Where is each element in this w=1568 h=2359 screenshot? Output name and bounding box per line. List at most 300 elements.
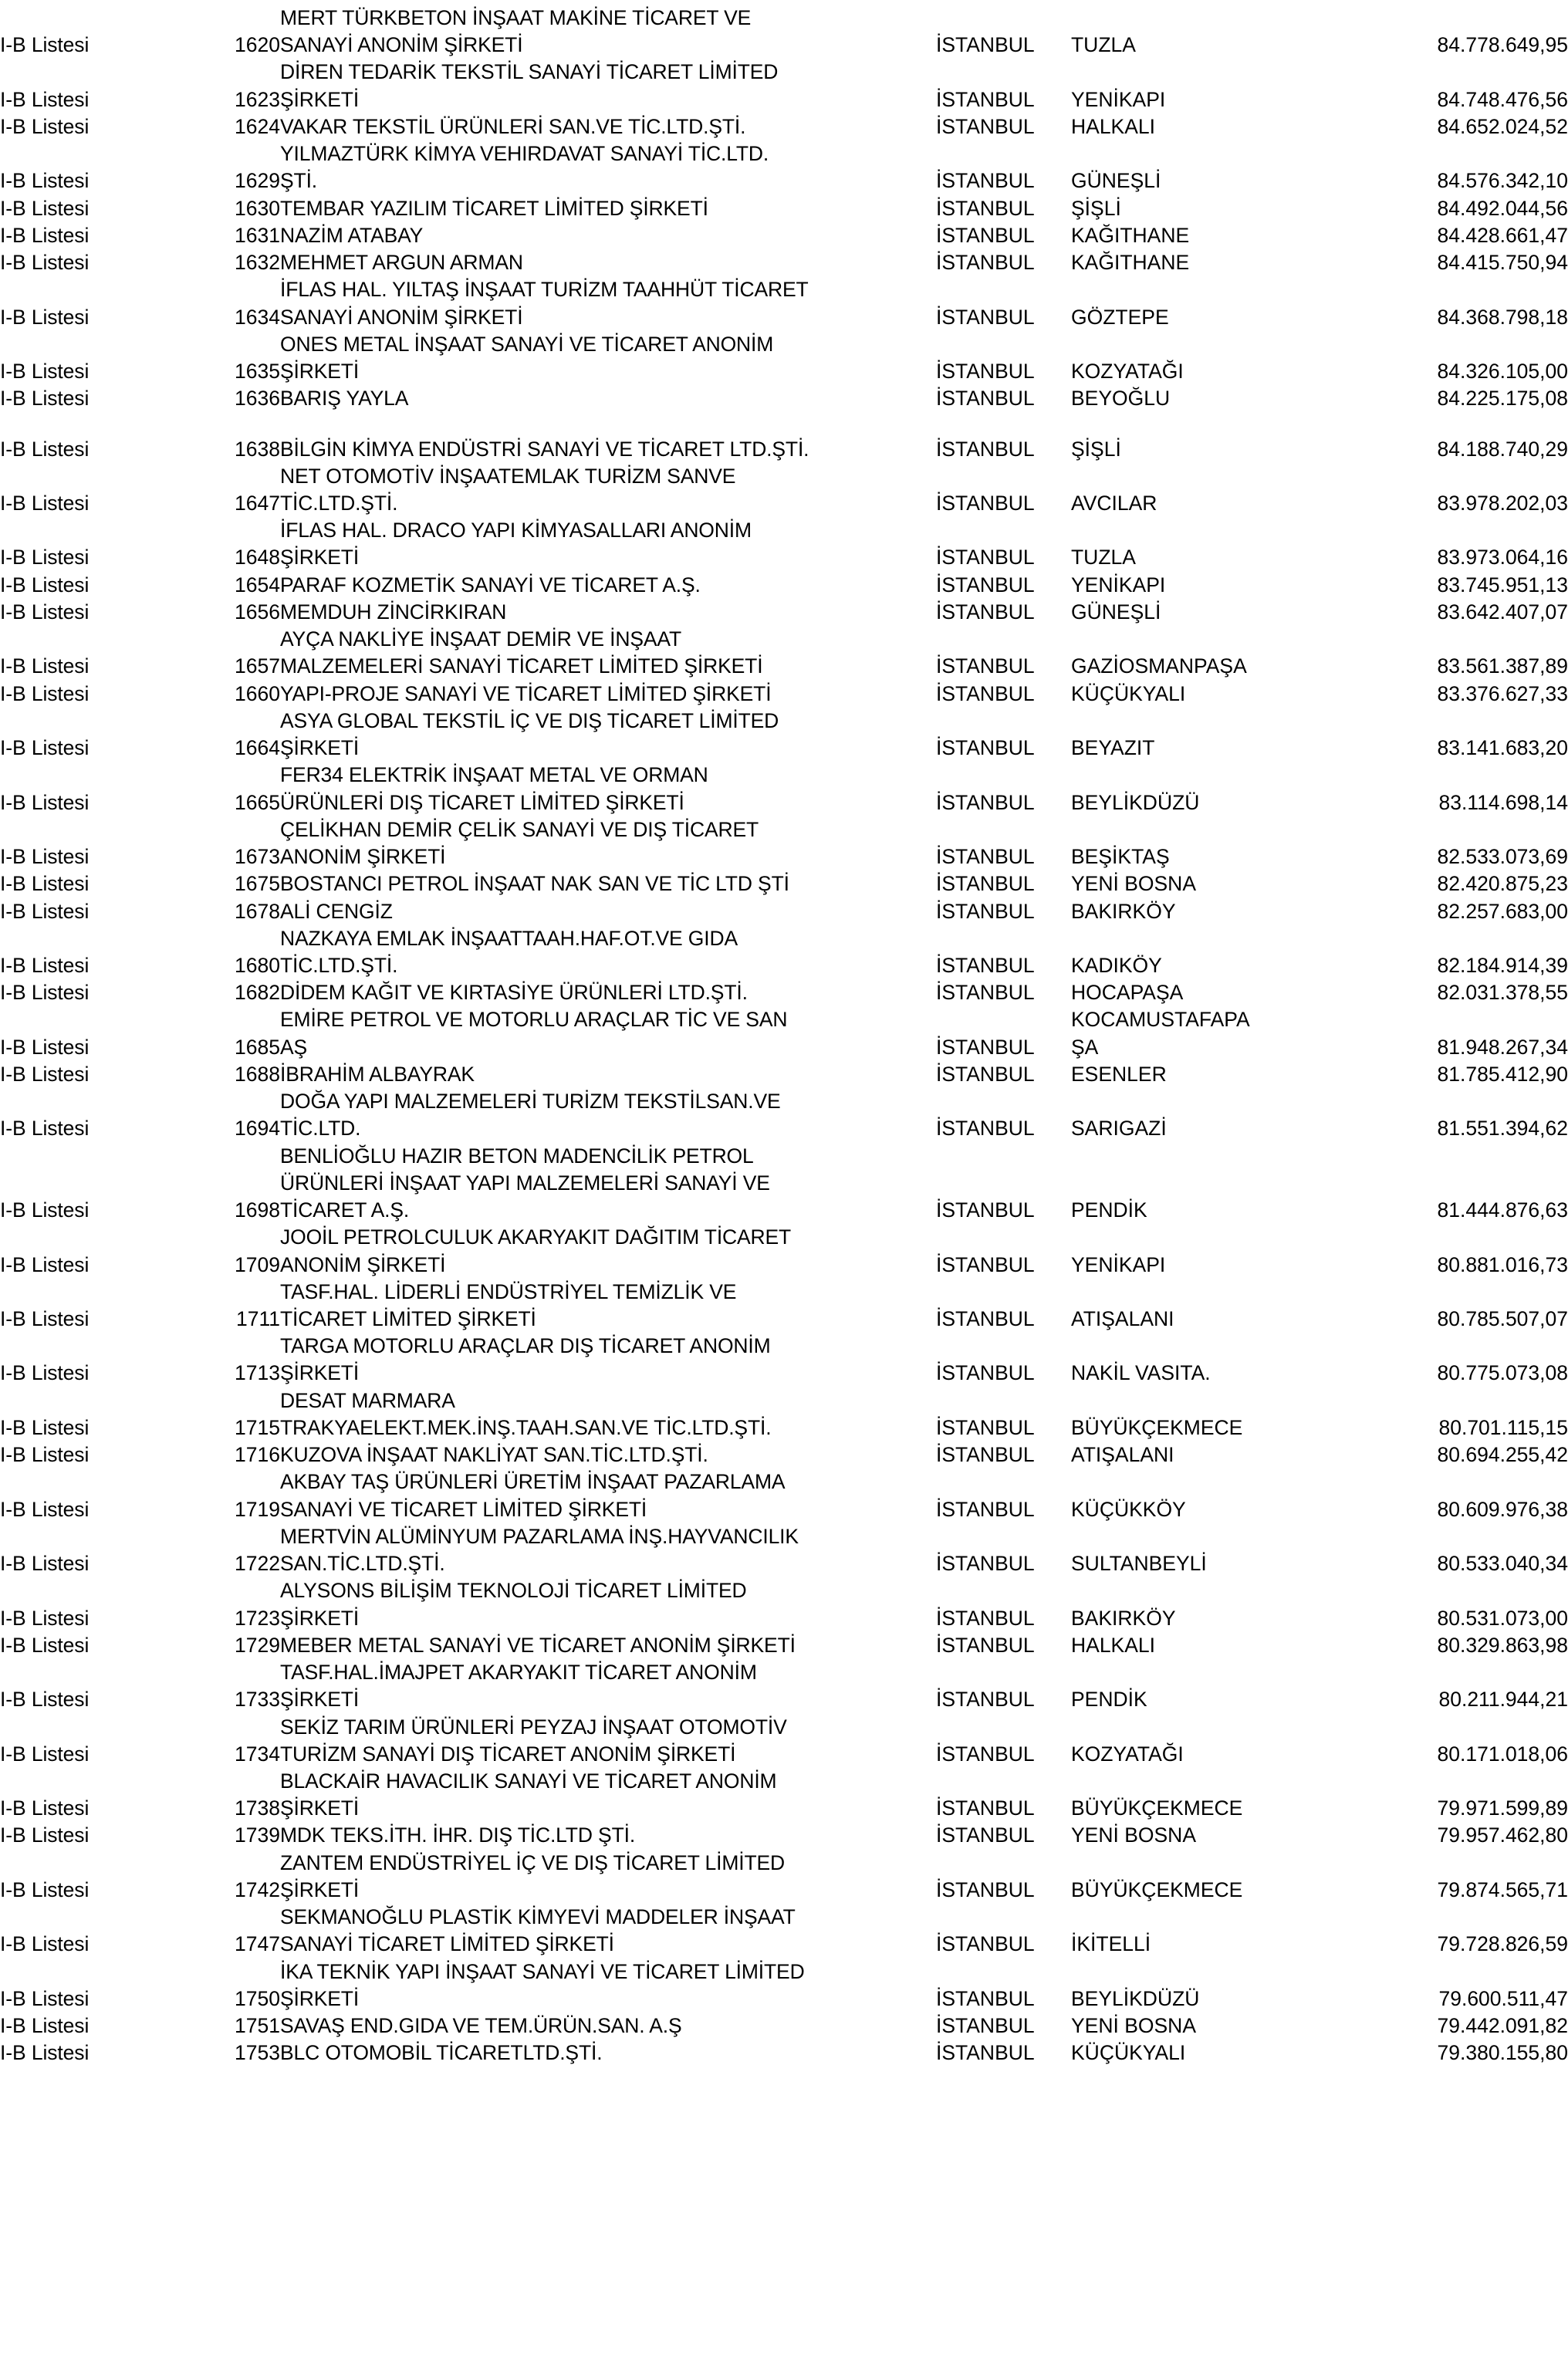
list-label xyxy=(0,1850,162,1877)
table-row xyxy=(0,1170,1568,1197)
table-row xyxy=(0,249,1568,276)
sequence-number: 1747 xyxy=(235,1932,280,1956)
city-name: İSTANBUL xyxy=(936,1796,1035,1820)
list-label: I-B Listesi xyxy=(0,546,90,569)
district-name: KÜÇÜKKÖY xyxy=(1071,1497,1186,1521)
city-name xyxy=(936,1959,1071,1986)
debt-amount: 82.533.073,69 xyxy=(1437,845,1568,869)
column-gap xyxy=(162,59,211,86)
company-name: İKA TEKNİK YAPI İNŞAAT SANAYİ VE TİCARET LİMİTED xyxy=(280,1959,805,1983)
company-name: MERT TÜRKBETON İNŞAAT MAKİNE TİCARET VE xyxy=(280,6,752,29)
district-name: AVCILAR xyxy=(1071,491,1157,515)
city-name: İSTANBUL xyxy=(936,223,1035,247)
list-label xyxy=(0,463,162,490)
debt-amount xyxy=(1318,1768,1568,1795)
district-name: YENİ BOSNA xyxy=(1071,1823,1196,1847)
column-gap xyxy=(162,1714,211,1741)
list-label: I-B Listesi xyxy=(0,899,90,923)
column-gap xyxy=(162,1468,211,1495)
sequence-number: 1654 xyxy=(235,573,280,597)
list-label xyxy=(0,762,162,789)
district-name: GAZİOSMANPAŞA xyxy=(1071,654,1247,678)
sequence-number xyxy=(211,5,280,32)
column-gap xyxy=(162,1686,211,1713)
column-gap xyxy=(162,544,211,571)
list-label: I-B Listesi xyxy=(0,1443,90,1467)
table-row xyxy=(0,1550,1568,1577)
debt-amount xyxy=(1318,1523,1568,1550)
sequence-number xyxy=(211,1714,280,1741)
list-label: I-B Listesi xyxy=(0,1633,90,1657)
debt-amount: 80.329.863,98 xyxy=(1437,1633,1568,1657)
company-name: TİC.LTD.ŞTİ. xyxy=(280,491,398,515)
company-name: TİCARET A.Ş. xyxy=(280,1198,410,1222)
sequence-number: 1664 xyxy=(235,736,280,760)
list-label xyxy=(0,276,162,303)
list-label: I-B Listesi xyxy=(0,1062,90,1086)
debt-amount: 81.785.412,90 xyxy=(1437,1062,1568,1086)
table-row xyxy=(0,626,1568,653)
district-name xyxy=(1071,1387,1318,1414)
company-name: ASYA GLOBAL TEKSTİL İÇ VE DIŞ TİCARET LİMİTED xyxy=(280,708,779,732)
debt-amount: 84.225.175,08 xyxy=(1437,387,1568,411)
district-name: BAKIRKÖY xyxy=(1071,1606,1176,1630)
column-gap xyxy=(162,86,211,113)
table-row xyxy=(0,1143,1568,1170)
city-name: İSTANBUL xyxy=(936,1062,1035,1086)
city-name xyxy=(936,59,1071,86)
sequence-number: 1688 xyxy=(235,1062,280,1086)
table-row xyxy=(0,1034,1568,1061)
debt-amount: 81.444.876,63 xyxy=(1437,1198,1568,1222)
list-label: I-B Listesi xyxy=(0,33,90,57)
debt-amount: 83.973.064,16 xyxy=(1437,546,1568,569)
district-name: NAKİL VASITA. xyxy=(1071,1361,1211,1385)
sequence-number xyxy=(211,762,280,789)
debt-amount xyxy=(1318,517,1568,544)
city-name xyxy=(936,5,1071,32)
company-name: ŞİRKETİ xyxy=(280,1606,360,1630)
company-name: ŞİRKETİ xyxy=(280,1796,360,1820)
sequence-number: 1657 xyxy=(235,654,280,678)
table-row xyxy=(0,1360,1568,1387)
city-name xyxy=(936,762,1071,789)
city-name: İSTANBUL xyxy=(936,1497,1035,1521)
district-name xyxy=(1071,1279,1318,1306)
district-name xyxy=(1071,1577,1318,1604)
list-label: I-B Listesi xyxy=(0,387,90,411)
debt-amount: 84.415.750,94 xyxy=(1437,251,1568,275)
column-gap xyxy=(162,358,211,385)
company-name: MEBER METAL SANAYİ VE TİCARET ANONİM ŞİRKETİ xyxy=(280,1633,796,1657)
list-label: I-B Listesi xyxy=(0,1497,90,1521)
list-label xyxy=(0,1659,162,1686)
company-name: SANAYİ TİCARET LİMİTED ŞİRKETİ xyxy=(280,1932,614,1956)
table-row xyxy=(0,517,1568,544)
district-name: ŞA xyxy=(1071,1035,1099,1059)
city-name: İSTANBUL xyxy=(936,387,1035,411)
company-name: MEHMET ARGUN ARMAN xyxy=(280,251,523,275)
district-name: KAĞITHANE xyxy=(1071,223,1190,247)
city-name xyxy=(936,1768,1071,1795)
sequence-number xyxy=(211,1659,280,1686)
list-label: I-B Listesi xyxy=(0,1932,90,1956)
sequence-number: 1723 xyxy=(235,1606,280,1630)
sequence-number xyxy=(211,463,280,490)
list-label xyxy=(0,925,162,952)
table-row xyxy=(0,331,1568,358)
table-row xyxy=(0,1387,1568,1414)
sequence-number: 1635 xyxy=(235,360,280,384)
list-label: I-B Listesi xyxy=(0,1606,90,1630)
table-row xyxy=(0,2040,1568,2067)
table-row xyxy=(0,1686,1568,1713)
debt-amount: 79.728.826,59 xyxy=(1437,1932,1568,1956)
city-name: İSTANBUL xyxy=(936,305,1035,329)
district-name: GÖZTEPE xyxy=(1071,305,1169,329)
sequence-number: 1620 xyxy=(235,33,280,57)
city-name: İSTANBUL xyxy=(936,251,1035,275)
debt-amount xyxy=(1318,1959,1568,1986)
company-name: BENLİOĞLU HAZIR BETON MADENCİLİK PETROL xyxy=(280,1144,754,1168)
debt-amount: 84.428.661,47 xyxy=(1437,223,1568,247)
table-row xyxy=(0,843,1568,870)
column-gap xyxy=(162,517,211,544)
table-row xyxy=(0,1088,1568,1115)
list-label: I-B Listesi xyxy=(0,87,90,111)
company-name: ONES METAL İNŞAAT SANAYİ VE TİCARET ANONİM xyxy=(280,332,774,356)
list-label xyxy=(0,517,162,544)
city-name xyxy=(936,1143,1071,1170)
sequence-number: 1630 xyxy=(235,196,280,220)
debt-amount: 80.881.016,73 xyxy=(1437,1252,1568,1276)
sequence-number: 1673 xyxy=(235,845,280,869)
city-name: İSTANBUL xyxy=(936,872,1035,896)
company-name: ANONİM ŞİRKETİ xyxy=(280,1252,446,1276)
table-row xyxy=(0,1986,1568,2013)
list-label xyxy=(0,140,162,167)
sequence-number xyxy=(211,1768,280,1795)
company-name: ALİ CENGİZ xyxy=(280,899,393,923)
district-name: PENDİK xyxy=(1071,1198,1147,1222)
sequence-number: 1682 xyxy=(235,981,280,1005)
district-name: TUZLA xyxy=(1071,33,1136,57)
debt-amount: 84.576.342,10 xyxy=(1437,169,1568,193)
column-gap xyxy=(162,1224,211,1251)
company-name: SAN.TİC.LTD.ŞTİ. xyxy=(280,1552,445,1576)
column-gap xyxy=(162,762,211,789)
district-name xyxy=(1071,626,1318,653)
district-name: BEYLİKDÜZÜ xyxy=(1071,790,1200,814)
company-name: SAVAŞ END.GIDA VE TEM.ÜRÜN.SAN. A.Ş xyxy=(280,2014,682,2038)
company-name: MEMDUH ZİNCİRKIRAN xyxy=(280,600,507,624)
company-name: TİC.LTD.ŞTİ. xyxy=(280,953,398,977)
table-row xyxy=(0,1414,1568,1441)
company-name: DOĞA YAPI MALZEMELERİ TURİZM TEKSTİLSAN.VE xyxy=(280,1090,781,1114)
list-label xyxy=(0,1468,162,1495)
table-row xyxy=(0,276,1568,303)
table-row xyxy=(0,789,1568,816)
company-name: ŞİRKETİ xyxy=(280,1688,360,1712)
column-gap xyxy=(162,1605,211,1632)
sequence-number xyxy=(211,1006,280,1033)
table-row xyxy=(0,1877,1568,1904)
debt-amount: 83.114.698,14 xyxy=(1438,790,1568,814)
sequence-number: 1709 xyxy=(235,1252,280,1276)
debt-amount xyxy=(1318,1850,1568,1877)
district-name: YENİKAPI xyxy=(1071,1252,1166,1276)
list-label: I-B Listesi xyxy=(0,981,90,1005)
table-row xyxy=(0,1850,1568,1877)
column-gap xyxy=(162,304,211,331)
table-row xyxy=(0,572,1568,599)
city-name xyxy=(936,1577,1071,1604)
sequence-number: 1713 xyxy=(235,1361,280,1385)
debt-amount: 84.778.649,95 xyxy=(1437,33,1568,57)
district-name xyxy=(1071,331,1318,358)
debt-amount xyxy=(1318,626,1568,653)
table-body xyxy=(0,5,1568,2067)
city-name: İSTANBUL xyxy=(936,981,1035,1005)
debt-amount xyxy=(1318,816,1568,843)
debt-amount: 82.184.914,39 xyxy=(1437,953,1568,977)
list-label: I-B Listesi xyxy=(0,1307,90,1331)
list-label: I-B Listesi xyxy=(0,305,90,329)
column-gap xyxy=(162,222,211,249)
list-label xyxy=(0,1714,162,1741)
debt-amount: 83.745.951,13 xyxy=(1437,573,1568,597)
sequence-number xyxy=(211,1850,280,1877)
table-row xyxy=(0,1714,1568,1741)
list-label xyxy=(0,1333,162,1360)
sequence-number xyxy=(211,1959,280,1986)
sequence-number xyxy=(211,140,280,167)
list-label xyxy=(0,1279,162,1306)
column-gap xyxy=(162,789,211,816)
column-gap xyxy=(162,1550,211,1577)
debt-amount: 83.561.387,89 xyxy=(1437,654,1568,678)
table-row xyxy=(0,1197,1568,1224)
district-name xyxy=(1071,1224,1318,1251)
city-name: İSTANBUL xyxy=(936,546,1035,569)
column-gap xyxy=(162,1088,211,1115)
city-name: İSTANBUL xyxy=(936,1415,1035,1439)
debt-amount xyxy=(1318,276,1568,303)
sequence-number xyxy=(211,1333,280,1360)
district-name: BÜYÜKÇEKMECE xyxy=(1071,1877,1243,1901)
column-gap xyxy=(162,1252,211,1279)
sequence-number xyxy=(211,1523,280,1550)
list-label xyxy=(0,1088,162,1115)
list-label: I-B Listesi xyxy=(0,600,90,624)
table-row xyxy=(0,436,1568,463)
list-label: I-B Listesi xyxy=(0,790,90,814)
list-label xyxy=(0,1577,162,1604)
district-name: BEŞİKTAŞ xyxy=(1071,845,1170,869)
sequence-number xyxy=(211,517,280,544)
city-name xyxy=(936,1088,1071,1115)
debt-amount: 80.531.073,00 xyxy=(1437,1606,1568,1630)
sequence-number: 1660 xyxy=(235,681,280,705)
table-row xyxy=(0,1441,1568,1468)
column-gap xyxy=(162,626,211,653)
column-gap xyxy=(162,195,211,222)
table-row xyxy=(0,1931,1568,1958)
table-row xyxy=(0,86,1568,113)
debt-amount xyxy=(1318,1143,1568,1170)
list-label: I-B Listesi xyxy=(0,223,90,247)
table-row xyxy=(0,1822,1568,1849)
company-name: MALZEMELERİ SANAYİ TİCARET LİMİTED ŞİRKETİ xyxy=(280,654,763,678)
column-gap xyxy=(162,1387,211,1414)
district-name: GÜNEŞLİ xyxy=(1071,600,1161,624)
sequence-number: 1751 xyxy=(235,2014,280,2038)
city-name xyxy=(936,1224,1071,1251)
list-label: I-B Listesi xyxy=(0,736,90,760)
column-gap xyxy=(162,952,211,979)
list-label xyxy=(0,59,162,86)
debt-amount xyxy=(1318,59,1568,86)
sequence-number xyxy=(211,1387,280,1414)
table-row xyxy=(0,979,1568,1006)
city-name: İSTANBUL xyxy=(936,845,1035,869)
district-name xyxy=(1071,1143,1318,1170)
table-row xyxy=(0,1333,1568,1360)
sequence-number xyxy=(211,925,280,952)
sequence-number: 1624 xyxy=(235,114,280,138)
debt-amount xyxy=(1318,463,1568,490)
city-name: İSTANBUL xyxy=(936,360,1035,384)
company-name: BİLGİN KİMYA ENDÜSTRİ SANAYİ VE TİCARET LTD.ŞTİ. xyxy=(280,437,809,461)
table-row xyxy=(0,1306,1568,1333)
company-name: SANAYİ VE TİCARET LİMİTED ŞİRKETİ xyxy=(280,1497,647,1521)
debt-amount xyxy=(1318,1088,1568,1115)
table-row xyxy=(0,1496,1568,1523)
table-row xyxy=(0,167,1568,194)
list-label: I-B Listesi xyxy=(0,1823,90,1847)
list-label xyxy=(0,1143,162,1170)
company-name: SANAYİ ANONİM ŞİRKETİ xyxy=(280,33,523,57)
debt-amount: 80.694.255,42 xyxy=(1437,1443,1568,1467)
district-name: KOZYATAĞI xyxy=(1071,1742,1184,1766)
company-name: NAZİM ATABAY xyxy=(280,223,424,247)
sequence-number xyxy=(211,626,280,653)
district-name: BAKIRKÖY xyxy=(1071,899,1176,923)
company-name: BOSTANCI PETROL İNŞAAT NAK SAN VE TİC LTD ŞTİ xyxy=(280,872,789,896)
debt-amount: 84.326.105,00 xyxy=(1437,360,1568,384)
column-gap xyxy=(162,490,211,517)
debt-amount xyxy=(1318,1333,1568,1360)
table-row xyxy=(0,463,1568,490)
column-gap xyxy=(162,572,211,599)
sequence-number: 1722 xyxy=(235,1552,280,1576)
district-name xyxy=(1071,1768,1318,1795)
table-row xyxy=(0,1959,1568,1986)
district-name: ESENLER xyxy=(1071,1062,1167,1086)
list-label xyxy=(0,1387,162,1414)
list-label: I-B Listesi xyxy=(0,251,90,275)
company-name: MERTVİN ALÜMİNYUM PAZARLAMA İNŞ.HAYVANCILIK xyxy=(280,1524,799,1548)
city-name xyxy=(936,1850,1071,1877)
district-name xyxy=(1071,276,1318,303)
table-row xyxy=(0,59,1568,86)
column-gap xyxy=(162,1632,211,1659)
city-name: İSTANBUL xyxy=(936,790,1035,814)
district-name: TUZLA xyxy=(1071,546,1136,569)
table-row xyxy=(0,1632,1568,1659)
debt-amount: 84.492.044,56 xyxy=(1437,196,1568,220)
list-label xyxy=(0,816,162,843)
table-row xyxy=(0,1605,1568,1632)
city-name: İSTANBUL xyxy=(936,33,1035,57)
company-name: DİREN TEDARİK TEKSTİL SANAYİ TİCARET LİMİTED xyxy=(280,60,779,84)
company-name: TURİZM SANAYİ DIŞ TİCARET ANONİM ŞİRKETİ xyxy=(280,1742,736,1766)
column-gap xyxy=(162,32,211,59)
company-name: JOOİL PETROLCULUK AKARYAKIT DAĞITIM TİCARET xyxy=(280,1225,792,1249)
table-row xyxy=(0,1061,1568,1088)
debt-amount xyxy=(1318,1904,1568,1931)
table-row xyxy=(0,1659,1568,1686)
city-name: İSTANBUL xyxy=(936,1877,1035,1901)
list-label xyxy=(0,5,162,32)
debt-amount xyxy=(1318,1659,1568,1686)
city-name xyxy=(936,1333,1071,1360)
district-name xyxy=(1071,1904,1318,1931)
company-name: ALYSONS BİLİŞİM TEKNOLOJİ TİCARET LİMİTED xyxy=(280,1579,747,1603)
column-gap xyxy=(162,113,211,140)
city-name: İSTANBUL xyxy=(936,437,1035,461)
debt-amount: 80.171.018,06 xyxy=(1437,1742,1568,1766)
company-name: NAZKAYA EMLAK İNŞAATTAAH.HAF.OT.VE GIDA xyxy=(280,926,738,950)
district-name: KOCAMUSTAFAPA xyxy=(1071,1008,1250,1032)
sequence-number: 1698 xyxy=(235,1198,280,1222)
company-name: TİCARET LİMİTED ŞİRKETİ xyxy=(280,1307,536,1331)
table-row xyxy=(0,870,1568,897)
company-name: ÇELİKHAN DEMİR ÇELİK SANAYİ VE DIŞ TİCARET xyxy=(280,817,759,841)
table-row xyxy=(0,544,1568,571)
sequence-number: 1734 xyxy=(235,1742,280,1766)
debt-amount xyxy=(1318,1714,1568,1741)
list-label xyxy=(0,1224,162,1251)
list-label xyxy=(0,1959,162,1986)
spacer-cell xyxy=(0,413,1568,436)
city-name: İSTANBUL xyxy=(936,1252,1035,1276)
district-name: HALKALI xyxy=(1071,114,1156,138)
debt-amount: 82.031.378,55 xyxy=(1437,981,1568,1005)
column-gap xyxy=(162,1877,211,1904)
district-name xyxy=(1071,5,1318,32)
list-label: I-B Listesi xyxy=(0,1986,90,2010)
district-name xyxy=(1071,463,1318,490)
district-name: BEYAZIT xyxy=(1071,736,1155,760)
debt-amount: 79.442.091,82 xyxy=(1437,2014,1568,2038)
company-name: İFLAS HAL. YILTAŞ İNŞAAT TURİZM TAAHHÜT TİCARET xyxy=(280,278,809,302)
company-name: YILMAZTÜRK KİMYA VEHIRDAVAT SANAYİ TİC.LTD. xyxy=(280,142,769,166)
column-gap xyxy=(162,385,211,412)
city-name: İSTANBUL xyxy=(936,1035,1035,1059)
list-label xyxy=(0,1170,162,1197)
list-label: I-B Listesi xyxy=(0,437,90,461)
company-name: AYÇA NAKLİYE İNŞAAT DEMİR VE İNŞAAT xyxy=(280,627,681,651)
debt-amount: 79.380.155,80 xyxy=(1437,2041,1568,2065)
list-label: I-B Listesi xyxy=(0,1117,90,1141)
company-name: SANAYİ ANONİM ŞİRKETİ xyxy=(280,305,523,329)
list-label: I-B Listesi xyxy=(0,1252,90,1276)
table-row xyxy=(0,925,1568,952)
debt-amount: 80.775.073,08 xyxy=(1437,1361,1568,1385)
list-label: I-B Listesi xyxy=(0,845,90,869)
city-name: İSTANBUL xyxy=(936,1742,1035,1766)
